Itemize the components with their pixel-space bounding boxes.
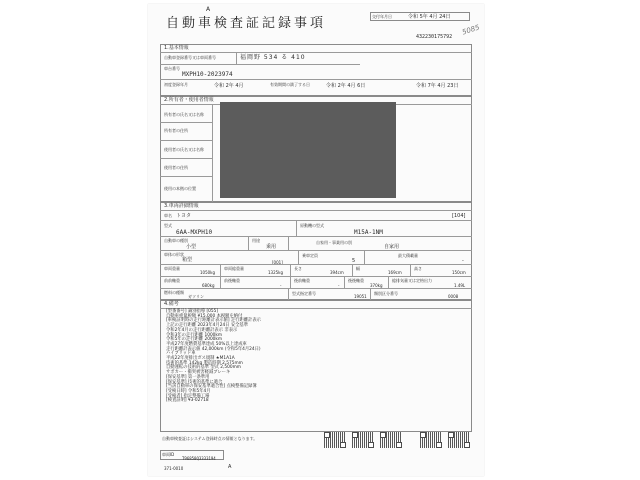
fuel-value: ガソリン	[188, 294, 204, 299]
corner-mark: A	[206, 6, 211, 13]
footer-code: 371-0010	[164, 466, 184, 471]
owner-section-title: 2.所有者・使用者情報	[164, 97, 214, 103]
qr-code	[380, 432, 402, 448]
vehicle-id: T96850Q3333194	[182, 456, 216, 461]
first-reg-value: 令和 2年 4月	[214, 83, 244, 89]
issue-date-label: 交付年月日	[372, 14, 392, 19]
document-title: 自動車検査証記録事項	[166, 16, 327, 31]
user-address-label: 使用者の住所	[164, 165, 188, 170]
first-reg-label: 初度登録年月	[164, 82, 188, 87]
shape-label: 車体の形状	[164, 252, 184, 257]
height-value: 150cm	[452, 270, 466, 275]
capacity-label: 乗車定員	[302, 253, 318, 258]
length-value: 394cm	[330, 270, 344, 275]
max-load-value: -	[462, 258, 464, 264]
cat-no-value: 0008	[448, 294, 459, 299]
remark-line: 令和5年の走行距離 2000km	[166, 337, 223, 343]
qr-code	[324, 432, 346, 448]
front-axle-label: 前前軸重	[164, 278, 180, 283]
init-date: 令和 2年 4月 6日	[326, 83, 366, 89]
width-label: 幅	[356, 266, 360, 271]
expiry-date: 令和 7年 4月 23日	[416, 83, 459, 89]
footer-mark: A	[228, 464, 232, 470]
max-load-label: 最大積載量	[398, 253, 418, 258]
remark-line: 走行距離計表示値 42,000km (令和5年4月24日)	[166, 346, 261, 352]
displacement-label: 総排気量又は定格出力	[392, 278, 432, 283]
remark-line: ハイブリッド車	[166, 351, 196, 357]
displacement-value: 1.49L	[454, 283, 466, 288]
purpose-value: 自家用	[384, 244, 400, 250]
remark-line: [当該自動車の保安基準適合性] 点検整備記録簿	[166, 384, 257, 390]
use-value: 乗用	[266, 244, 277, 250]
maker-label: 車名	[164, 213, 172, 218]
vehicle-section-title: 3.車両詳細情報	[164, 203, 199, 209]
user-name-label: 使用者の氏名又は名称	[164, 147, 204, 152]
weight-label: 車両重量	[164, 266, 180, 271]
vin-value: MXPH10-2023974	[182, 71, 233, 78]
maker-code: [104]	[452, 213, 466, 219]
handwritten-note: 5085	[461, 23, 481, 37]
remark-line: 平成22年度排出ガス規制 ★M1A1A	[166, 356, 235, 362]
qr-code	[352, 432, 374, 448]
remark-line: 平成27年度燃費基準達成 50%以上達成車	[166, 341, 247, 347]
height-label: 高さ	[414, 266, 422, 271]
gross-label: 車両総重量	[224, 266, 244, 271]
remark-line: [保安基準] 技術的基準に適合	[166, 379, 223, 385]
class-label: 自動車の種別	[164, 238, 188, 243]
gross-value: 1325kg	[268, 270, 284, 275]
type-no-label: 型式指定番号	[292, 291, 316, 296]
issue-date: 令和 5年 4月 24日	[408, 14, 451, 20]
shape-value: 箱型	[182, 257, 193, 263]
remarks-section-title: 4.備考	[164, 301, 179, 307]
model-label: 型式	[164, 223, 172, 228]
remark-line: [保安基準] 第一条準用	[166, 374, 210, 380]
front2-label: 前後軸重	[224, 278, 240, 283]
remark-line: 令和3年の走行距離 1000km	[166, 332, 223, 338]
cat-no-label: 類別区分番号	[374, 291, 398, 296]
fuel-label: 燃料の種類	[164, 290, 184, 295]
base-location-label: 使用の本拠の位置	[164, 186, 196, 191]
maker-value: トヨタ	[176, 213, 192, 219]
use-label: 用途	[252, 238, 260, 243]
remark-line: サポカー・衝突被害軽減ブレーキ	[166, 370, 231, 376]
front-axle-value: 680kg	[202, 283, 215, 288]
front2-value: -	[280, 283, 282, 288]
weight-value: 1050kg	[200, 270, 216, 275]
rear2-label: 後後軸重	[348, 278, 364, 283]
remark-line: 自動車重量税額 ¥15,000 本税額を納付	[166, 313, 243, 319]
remark-line: [検査証明] ¥3-02718	[166, 398, 209, 404]
footer-notice: 自動車検査証はシステム登録時点の情報となります。	[162, 436, 258, 441]
owner-address-label: 所有者の住所	[164, 128, 188, 133]
remark-line: [受検日時] 令和5年4月	[166, 388, 211, 394]
remark-line: 自動運転の技術的基準 型式 2,500mm	[166, 365, 241, 371]
document-number: 432230175792	[416, 34, 453, 40]
reg-number: 福岡野 534 る 410	[240, 54, 306, 61]
basic-section-title: 1.基本情報	[164, 45, 189, 51]
shape-code: [001]	[272, 260, 283, 265]
redacted-owner-info	[220, 102, 396, 198]
remark-line: 技術的基準 142kg 製造時期 2,575mm	[166, 360, 243, 366]
remarks-list	[166, 310, 261, 404]
remark-line: 上記の走行距離 2023年4月24日 安全基準	[166, 323, 249, 329]
width-value: 169cm	[388, 270, 402, 275]
rear-axle-value: -	[338, 283, 340, 288]
class-value: 小型	[186, 244, 197, 250]
rear2-value: 370kg	[370, 283, 383, 288]
length-label: 長さ	[294, 266, 302, 271]
reg-number-label: 自動車登録番号又は車両番号	[164, 55, 216, 60]
vin-label: 車台番号	[164, 66, 180, 71]
qr-code	[420, 432, 442, 448]
engine-label: 原動機の型式	[300, 223, 324, 228]
qr-code	[448, 432, 470, 448]
remark-line: 令和2年4月の走行距離計表示 非表示	[166, 327, 238, 333]
expiry-label: 有効期間の満了する日	[270, 82, 310, 87]
remark-line: [車検証明時の走行距離計表示値] 走行距離計表示	[166, 318, 261, 324]
vehicle-id-label: 車両ID	[162, 452, 175, 457]
type-no-value: 19051	[354, 294, 367, 299]
owner-name-label: 所有者の氏名又は名称	[164, 112, 204, 117]
model-value: 6AA-MXPH10	[176, 229, 213, 236]
remark-line: [型番番号] 識別指導 [055]	[166, 309, 219, 314]
engine-value: M15A-1NM	[354, 229, 383, 236]
capacity-value: 5	[352, 258, 356, 264]
rear-axle-label: 後前軸重	[294, 278, 310, 283]
remark-line: [受検者] 指定整備工場	[166, 393, 210, 399]
purpose-label: 自家用・事業用の別	[316, 240, 352, 245]
certificate-page	[148, 4, 484, 476]
